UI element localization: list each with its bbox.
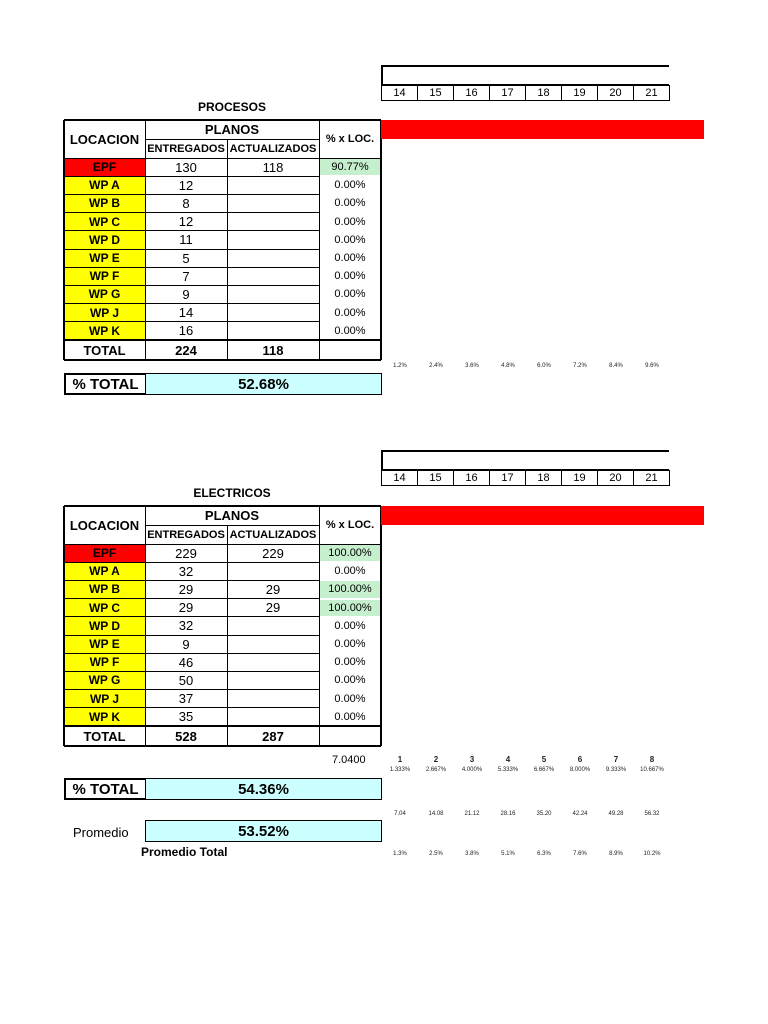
grid-line (64, 671, 319, 672)
row-locacion: WP K (64, 708, 145, 726)
row-locacion: EPF (64, 544, 145, 562)
index-label: 5 (541, 755, 547, 764)
grid-line (64, 653, 319, 654)
scale-label: 3.8% (465, 851, 479, 857)
grid-line (64, 707, 319, 708)
pct-total-label: % TOTAL (64, 778, 145, 800)
grid-line (227, 525, 228, 746)
row-entregados: 32 (178, 618, 194, 634)
index-label: 1 (397, 755, 403, 764)
grid-line (227, 139, 228, 360)
row-actualizados (227, 617, 319, 635)
grid-line (64, 689, 319, 690)
section-title: PROCESOS (197, 100, 266, 114)
grid-line (64, 544, 381, 545)
index-label: 8 (649, 755, 655, 764)
scale-label: 10.2% (643, 851, 661, 857)
row-entregados: 29 (178, 600, 194, 616)
grid-line (64, 285, 319, 286)
row-entregados: 5 (182, 250, 190, 266)
row-locacion: WP B (64, 194, 145, 212)
day-cell: 18 (526, 85, 562, 101)
row-entregados: 14 (178, 305, 194, 321)
row-pct: 0.00% (334, 197, 366, 210)
row-actualizados (227, 562, 319, 580)
section-title: ELECTRICOS (193, 486, 271, 500)
scale-label: 6.3% (537, 851, 551, 857)
row-pct: 0.00% (334, 233, 366, 246)
row-locacion: WP D (64, 617, 145, 635)
grid-line (64, 303, 319, 304)
scale-label: 10.667% (640, 767, 664, 773)
scale-label: 7.6% (573, 851, 587, 857)
grid-line (380, 120, 382, 360)
day-cell: 20 (598, 470, 634, 486)
row-locacion: WP A (64, 176, 145, 194)
row-locacion: WP G (64, 671, 145, 689)
row-entregados: 8 (182, 195, 190, 211)
scale-label: 5.1% (501, 851, 515, 857)
row-entregados: 11 (179, 232, 193, 248)
day-cell: 19 (562, 470, 598, 486)
pct-total-value: 52.68% (145, 373, 382, 395)
total-label: TOTAL (83, 728, 126, 744)
scale-label: 42.24 (572, 811, 588, 817)
row-pct: 0.00% (334, 619, 366, 632)
row-entregados: 50 (178, 672, 194, 688)
day-cell: 16 (454, 85, 490, 101)
row-actualizados (227, 176, 319, 194)
grid-line (64, 249, 319, 250)
total-label: TOTAL (83, 342, 126, 358)
row-locacion: WP D (64, 231, 145, 249)
grid-line (145, 506, 146, 746)
scale-label: 8.9% (609, 851, 623, 857)
row-locacion: WP F (64, 267, 145, 285)
row-entregados: 229 (175, 545, 197, 561)
row-actualizados (227, 213, 319, 231)
grid-line (64, 359, 381, 361)
grid-line (380, 506, 382, 746)
day-cell: 15 (418, 470, 454, 486)
scale-label: 1.333% (389, 767, 411, 773)
pct-total-label: % TOTAL (64, 373, 145, 395)
scale-label: 9.333% (605, 767, 627, 773)
row-actualizados (227, 304, 319, 322)
row-entregados: 12 (178, 177, 194, 193)
row-locacion: WP B (64, 580, 145, 598)
timeline-header-box (381, 65, 669, 85)
row-actualizados (227, 690, 319, 708)
row-pct: 0.00% (334, 324, 366, 337)
day-cell: 21 (634, 470, 670, 486)
row-actualizados (227, 231, 319, 249)
scale-label: 6.667% (533, 767, 555, 773)
progress-bar-strip (381, 506, 704, 525)
index-label: 6 (577, 755, 583, 764)
grid-line (64, 119, 381, 121)
scale-label: 6.0% (537, 363, 551, 369)
row-actualizados: 118 (262, 159, 284, 175)
index-label: 2 (433, 755, 439, 764)
total-entregados: 528 (175, 728, 197, 744)
scale-label: 7.2% (573, 363, 587, 369)
grid-line (145, 120, 146, 360)
total-actualizados: 287 (262, 728, 284, 744)
scale-label: 21.12 (464, 811, 480, 817)
row-pct: 0.00% (334, 306, 366, 319)
row-actualizados: 229 (262, 545, 284, 561)
index-label: 4 (505, 755, 511, 764)
row-actualizados (227, 653, 319, 671)
row-actualizados (227, 249, 319, 267)
row-entregados: 9 (182, 286, 190, 302)
row-locacion: WP F (64, 653, 145, 671)
row-actualizados (227, 322, 319, 340)
header-pct-loc: % x LOC. (325, 519, 375, 531)
day-cell: 15 (418, 85, 454, 101)
grid-line (64, 176, 319, 177)
grid-line (64, 562, 319, 563)
scale-label: 1.3% (393, 851, 407, 857)
row-actualizados: 29 (265, 581, 281, 597)
row-locacion: EPF (64, 158, 145, 176)
grid-line (64, 635, 319, 636)
header-entregados: ENTREGADOS (147, 528, 225, 541)
day-cell: 19 (562, 85, 598, 101)
row-actualizados (227, 285, 319, 303)
grid-line (64, 230, 319, 231)
row-entregados: 130 (175, 159, 197, 175)
scale-label: 8.4% (609, 363, 623, 369)
header-entregados: ENTREGADOS (147, 142, 225, 155)
index-label: 7 (613, 755, 619, 764)
row-pct: 100.00% (320, 600, 380, 616)
grid-line (64, 212, 319, 213)
row-entregados: 37 (178, 691, 194, 707)
grid-line (63, 506, 65, 746)
pct-total-value: 54.36% (145, 778, 382, 800)
day-cell: 16 (454, 470, 490, 486)
grid-line (64, 321, 319, 322)
row-pct: 0.00% (334, 656, 366, 669)
scale-label: 28.16 (500, 811, 516, 817)
row-actualizados (227, 267, 319, 285)
grid-line (145, 139, 319, 140)
grid-line (64, 725, 381, 727)
row-entregados: 12 (178, 214, 194, 230)
timeline-header-box (381, 450, 669, 470)
promedio-total-label: Promedio Total (141, 845, 228, 859)
row-entregados: 16 (178, 323, 194, 339)
grid-line (64, 158, 381, 159)
day-cell: 20 (598, 85, 634, 101)
row-actualizados (227, 194, 319, 212)
day-cell: 18 (526, 470, 562, 486)
row-pct: 0.00% (334, 710, 366, 723)
total-actualizados: 118 (262, 342, 284, 358)
scale-label: 5.333% (497, 767, 519, 773)
row-pct: 0.00% (334, 179, 366, 192)
scale-label: 9.6% (645, 363, 659, 369)
promedio-value: 53.52% (145, 820, 382, 842)
grid-line (64, 505, 381, 507)
grid-line (64, 598, 319, 599)
row-locacion: WP A (64, 562, 145, 580)
row-locacion: WP E (64, 249, 145, 267)
row-pct: 0.00% (334, 638, 366, 651)
total-entregados: 224 (175, 342, 197, 358)
scale-label: 49.28 (608, 811, 624, 817)
side-value: 7.0400 (332, 754, 366, 766)
row-pct: 0.00% (334, 674, 366, 687)
grid-line (319, 120, 320, 360)
scale-label: 7.04 (394, 811, 406, 817)
scale-label: 2.667% (425, 767, 447, 773)
day-cell: 14 (382, 470, 418, 486)
header-planos: PLANOS (204, 508, 260, 523)
grid-line (64, 267, 319, 268)
promedio-label: Promedio (73, 825, 129, 840)
row-locacion: WP J (64, 304, 145, 322)
row-pct: 0.00% (334, 252, 366, 265)
grid-line (63, 120, 65, 360)
scale-label: 3.6% (465, 363, 479, 369)
row-entregados: 9 (182, 636, 190, 652)
row-pct: 0.00% (334, 565, 366, 578)
row-entregados: 32 (178, 563, 194, 579)
day-cell: 14 (382, 85, 418, 101)
index-label: 3 (469, 755, 475, 764)
row-pct: 0.00% (334, 215, 366, 228)
grid-line (64, 616, 319, 617)
row-locacion: WP J (64, 690, 145, 708)
scale-label: 14.08 (428, 811, 444, 817)
day-cell: 17 (490, 470, 526, 486)
scale-label: 2.5% (429, 851, 443, 857)
row-entregados: 7 (182, 268, 190, 284)
header-actualizados: ACTUALIZADOS (229, 142, 317, 155)
row-pct: 0.00% (334, 270, 366, 283)
row-actualizados (227, 671, 319, 689)
progress-bar-strip (381, 120, 704, 139)
scale-label: 4.8% (501, 363, 515, 369)
header-planos: PLANOS (204, 122, 260, 137)
grid-line (145, 525, 319, 526)
row-pct: 100.00% (320, 581, 380, 597)
row-locacion: WP C (64, 599, 145, 617)
row-entregados: 46 (178, 654, 194, 670)
grid-line (64, 339, 381, 341)
header-locacion: LOCACION (69, 517, 140, 533)
scale-label: 8.000% (569, 767, 591, 773)
grid-line (64, 580, 319, 581)
header-actualizados: ACTUALIZADOS (229, 528, 317, 541)
row-locacion: WP K (64, 322, 145, 340)
scale-label: 1.2% (393, 363, 407, 369)
grid-line (64, 745, 381, 747)
scale-label: 2.4% (429, 363, 443, 369)
row-pct: 100.00% (320, 545, 380, 561)
row-locacion: WP G (64, 285, 145, 303)
row-actualizados: 29 (265, 600, 281, 616)
row-actualizados (227, 708, 319, 726)
row-entregados: 35 (178, 709, 194, 725)
scale-label: 56.32 (644, 811, 660, 817)
row-entregados: 29 (178, 581, 194, 597)
row-actualizados (227, 635, 319, 653)
row-pct: 0.00% (334, 692, 366, 705)
day-cell: 17 (490, 85, 526, 101)
scale-label: 4.000% (461, 767, 483, 773)
grid-line (319, 506, 320, 746)
header-pct-loc: % x LOC. (325, 133, 375, 145)
row-locacion: WP E (64, 635, 145, 653)
header-locacion: LOCACION (69, 131, 140, 147)
row-pct: 0.00% (334, 288, 366, 301)
row-pct: 90.77% (320, 159, 380, 175)
grid-line (64, 194, 319, 195)
scale-label: 35.20 (536, 811, 552, 817)
day-cell: 21 (634, 85, 670, 101)
row-locacion: WP C (64, 213, 145, 231)
